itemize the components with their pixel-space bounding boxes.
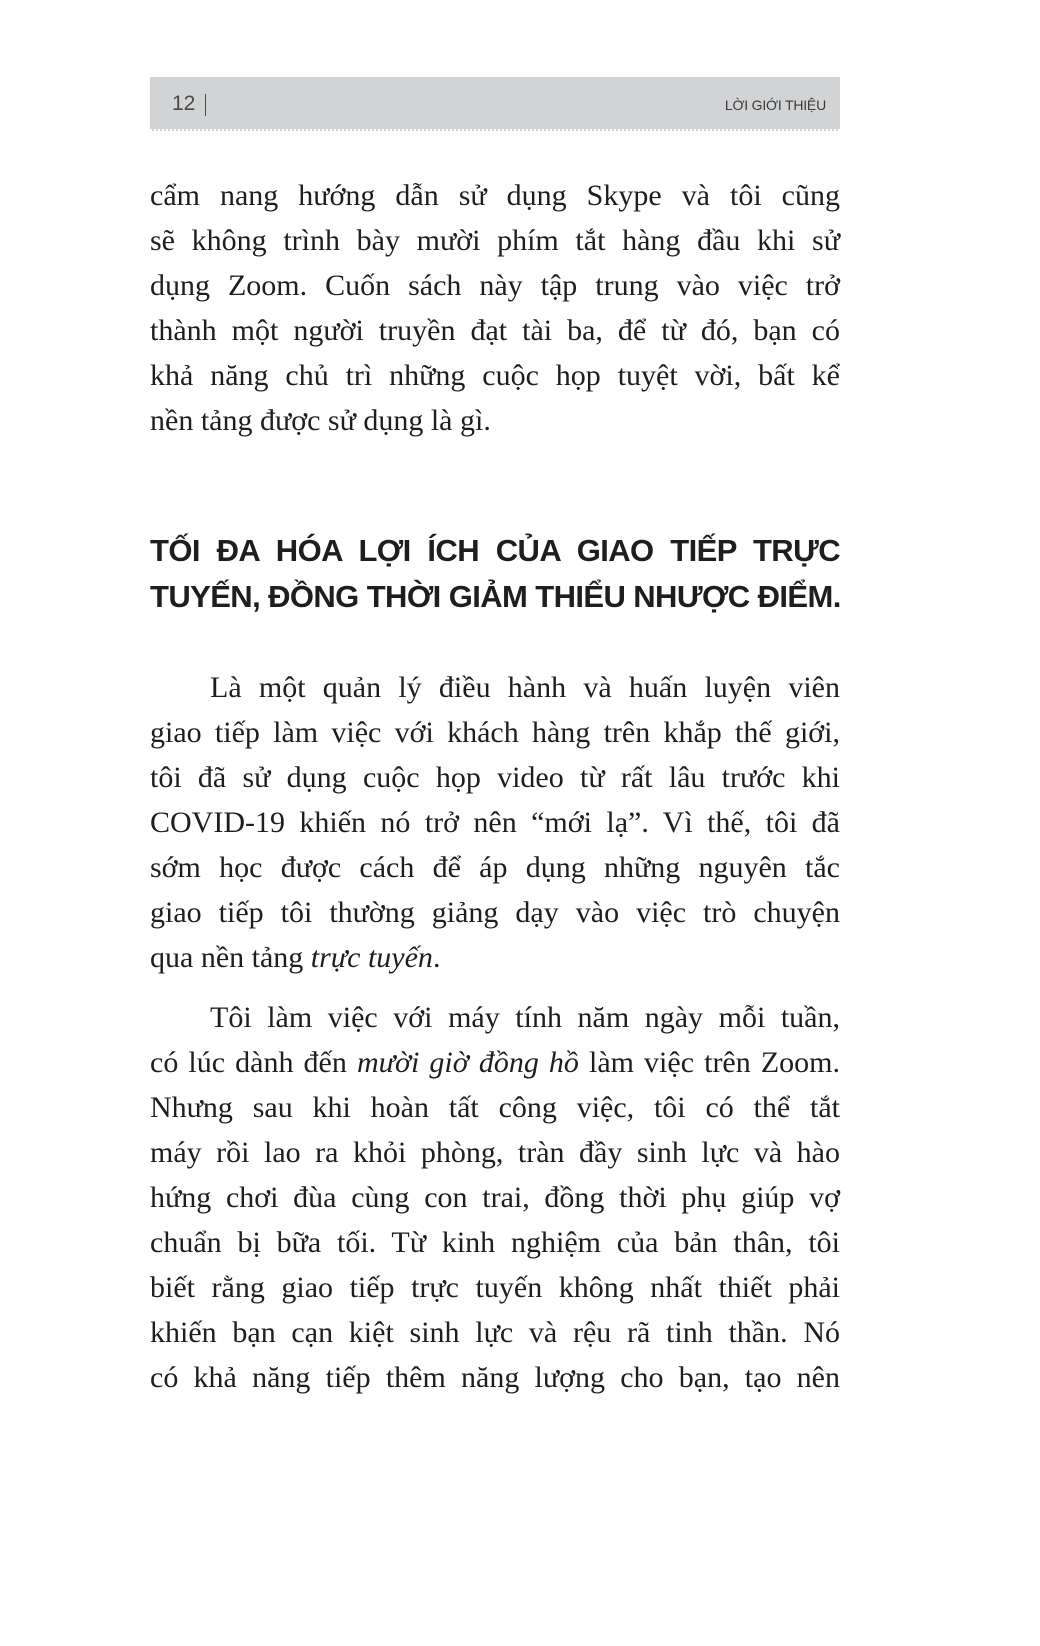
text-line: dụng Zoom. Cuốn sách này tập trung vào việc trở: [150, 269, 840, 302]
running-header: [150, 77, 840, 131]
text-line: giao tiếp tôi thường giảng dạy vào việc trò chuyện: [150, 896, 840, 929]
text-run: qua nền tảng: [150, 941, 311, 974]
text-line: khả năng chủ trì những cuộc họp tuyệt vời, bất kể: [150, 359, 840, 392]
text-run: .: [432, 941, 441, 974]
text-line: thành một người truyền đạt tài ba, để từ đó, bạn có: [150, 314, 840, 347]
section-heading: [150, 528, 840, 620]
page-number: 12: [172, 92, 196, 115]
text-line: Là một quản lý điều hành và huấn luyện viên: [210, 671, 840, 704]
text-line: cẩm nang hướng dẫn sử dụng Skype và tôi cũng: [150, 179, 840, 212]
text-line: Tôi làm việc với máy tính năm ngày mỗi tuần,: [210, 1001, 840, 1034]
text-line: tôi đã sử dụng cuộc họp video từ rất lâu trước khi: [150, 761, 840, 794]
text-line: hứng chơi đùa cùng con trai, đồng thời phụ giúp vợ: [150, 1181, 840, 1214]
paragraph-daily-work: [150, 995, 840, 1400]
text-line: Nhưng sau khi hoàn tất công việc, tôi có thể tắt: [150, 1091, 840, 1124]
text-line: [150, 935, 840, 980]
chapter-title: LỜI GIỚI THIỆU: [724, 97, 826, 113]
text-run: làm việc trên Zoom.: [578, 1046, 840, 1079]
text-line: chuẩn bị bữa tối. Từ kinh nghiệm của bản thân, tôi: [150, 1226, 840, 1259]
text-line: máy rồi lao ra khỏi phòng, tràn đầy sinh lực và hào: [150, 1136, 840, 1169]
paragraph-continuation: [150, 173, 840, 443]
italic-emphasis: mười giờ đồng hồ: [356, 1046, 579, 1079]
text-line: sớm học được cách để áp dụng những nguyên tắc: [150, 851, 840, 884]
text-line: [150, 1040, 840, 1085]
text-line: khiến bạn cạn kiệt sinh lực và rệu rã tinh thần. Nó: [150, 1316, 840, 1349]
text-line: nền tảng được sử dụng là gì.: [150, 404, 491, 437]
paragraph-intro-experience: [150, 665, 840, 980]
text-run: có lúc dành đến: [150, 1046, 357, 1079]
heading-line: TUYẾN, ĐỒNG THỜI GIẢM THIỂU NHƯỢC ĐIỂM.: [150, 579, 841, 614]
heading-line: TỐI ĐA HÓA LỢI ÍCH CỦA GIAO TIẾP TRỰC: [150, 533, 840, 568]
text-line: giao tiếp làm việc với khách hàng trên khắp thế giới,: [150, 716, 840, 749]
text-line: có khả năng tiếp thêm năng lượng cho bạn, tạo nên: [150, 1361, 840, 1394]
header-divider: [205, 94, 206, 116]
italic-emphasis: trực tuyến: [310, 941, 433, 974]
text-line: COVID-19 khiến nó trở nên “mới lạ”. Vì thế, tôi đã: [150, 806, 840, 839]
text-line: biết rằng giao tiếp trực tuyến không nhất thiết phải: [150, 1271, 840, 1304]
text-line: sẽ không trình bày mười phím tắt hàng đầu khi sử: [150, 224, 840, 257]
